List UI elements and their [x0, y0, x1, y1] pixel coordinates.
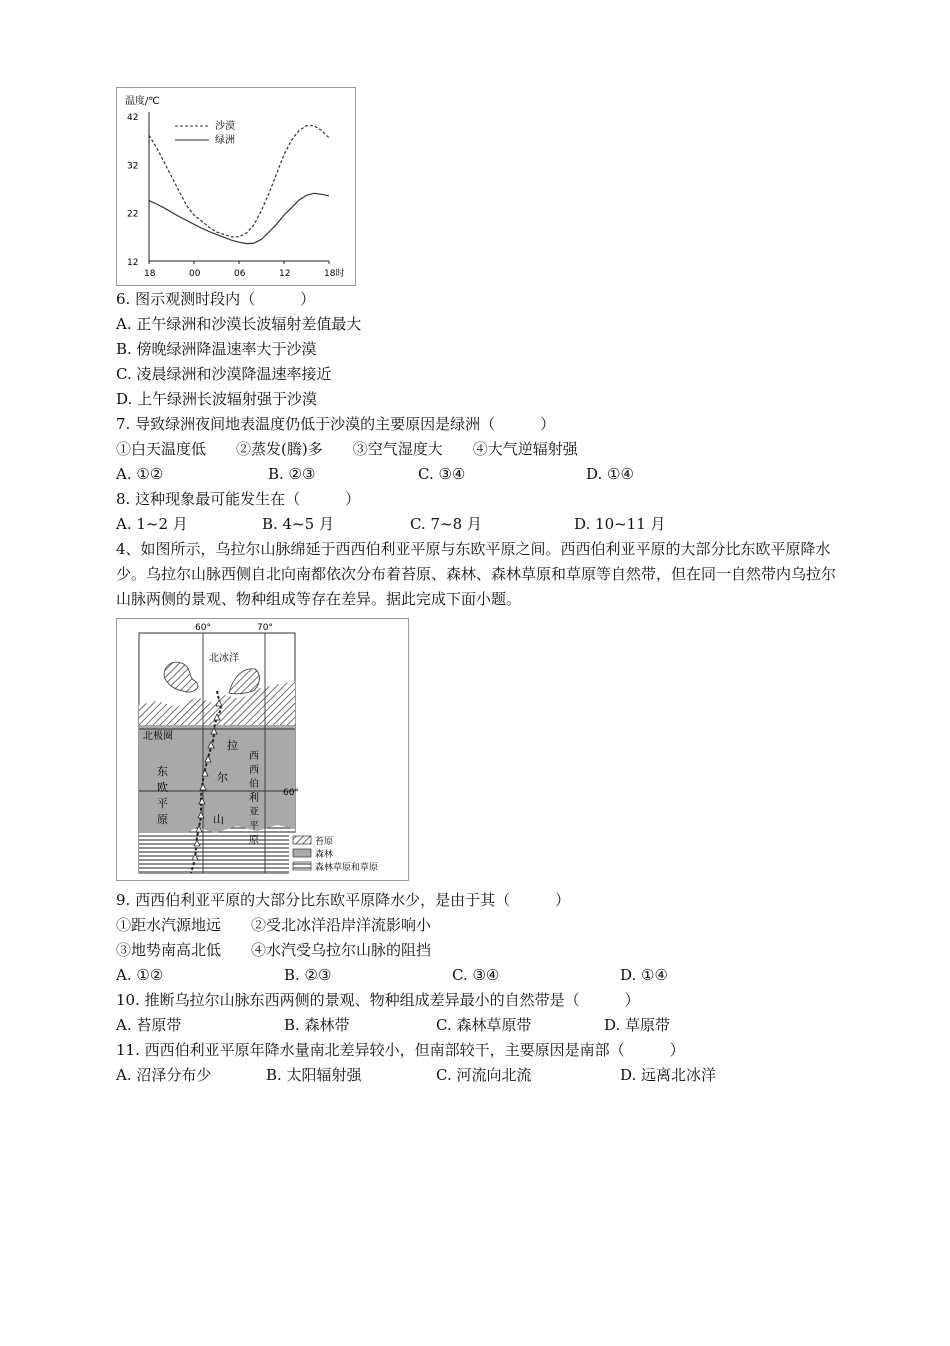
- q9-option-a: A. ①②: [116, 966, 164, 984]
- x-tick-label: 06: [234, 269, 246, 279]
- q11-option-d: D. 远离北冰洋: [620, 1066, 717, 1084]
- y-tick-label: 22: [127, 209, 139, 220]
- chart-ylabel: 温度/℃: [125, 96, 160, 107]
- x-tick-label: 18: [144, 269, 156, 279]
- q10-option-d: D. 草原带: [604, 1016, 671, 1034]
- q6-option-a: A. 正午绿洲和沙漠长波辐射差值最大: [116, 315, 362, 333]
- east-char-1: 东: [157, 765, 168, 778]
- legend-oasis-label: 绿洲: [215, 135, 235, 146]
- temperature-chart-svg: [117, 88, 355, 285]
- q11-stem: 11. 西西伯利亚平原年降水量南北差异较小，但南部较干，主要原因是南部（ ）: [116, 1041, 685, 1059]
- q9-items-1: ①距水汽源地远 ②受北冰洋沿岸洋流影响小: [116, 916, 432, 934]
- ural-map-svg: [117, 619, 408, 880]
- x-tick-label: 18时: [324, 269, 345, 279]
- q10-option-a: A. 苔原带: [116, 1016, 182, 1034]
- section4-intro: 4、如图所示，乌拉尔山脉绵延于西西伯利亚平原与东欧平原之间。西西伯利亚平原的大部分比东欧平原降水少。乌拉尔山脉西侧自北向南都依次分布着苔原、森林、森林草原和草原等自然带，但在同一自然带内乌拉尔山脉两侧的景观、物种组成等存在差异。据此完成下面小题。: [116, 540, 837, 608]
- q8-stem: 8. 这种现象最可能发生在（ ）: [116, 490, 361, 508]
- ural-char-2: 尔: [217, 771, 228, 784]
- y-tick-label: 32: [127, 161, 139, 172]
- ural-char-3: 山: [213, 813, 224, 826]
- q9-items-2: ③地势南高北低 ④水汽受乌拉尔山脉的阻挡: [116, 941, 432, 959]
- q6-option-b: B. 傍晚绿洲降温速率大于沙漠: [116, 340, 317, 358]
- ural-map: [116, 618, 409, 881]
- desert-series-line: [149, 126, 329, 237]
- east-char-4: 原: [157, 813, 168, 826]
- q6-stem: 6. 图示观测时段内（ ）: [116, 290, 316, 308]
- lat-label-60: 60°: [283, 788, 299, 798]
- legend-tundra-label: 苔原: [315, 837, 334, 847]
- q7-option-a: A. ①②: [116, 465, 164, 483]
- legend-tundra-swatch: [293, 836, 311, 844]
- q9-option-c: C. ③④: [452, 966, 500, 984]
- ocean-label: 北冰洋: [209, 653, 239, 664]
- lon-label-60: 60°: [195, 623, 211, 633]
- q8-option-a: A. 1~2 月: [116, 515, 188, 533]
- east-char-2: 欧: [157, 781, 168, 794]
- legend-forest-swatch: [293, 849, 311, 857]
- q9-option-d: D. ①④: [620, 966, 668, 984]
- legend-steppe-swatch: [293, 862, 311, 870]
- legend-desert-label: 沙漠: [215, 121, 235, 132]
- q11-option-b: B. 太阳辐射强: [266, 1066, 362, 1084]
- q8-option-d: D. 10~11 月: [574, 515, 666, 533]
- q9-option-b: B. ②③: [284, 966, 332, 984]
- legend-steppe-label: 森林草原和草原: [315, 863, 379, 873]
- q11-option-a: A. 沼泽分布少: [116, 1066, 212, 1084]
- ural-char-1: 拉: [227, 739, 238, 752]
- lon-label-70: 70°: [257, 623, 273, 633]
- west-char-1: 西: [249, 751, 259, 762]
- q8-option-b: B. 4~5 月: [262, 515, 334, 533]
- q10-option-c: C. 森林草原带: [436, 1016, 532, 1034]
- q6-option-c: C. 凌晨绿洲和沙漠降温速率接近: [116, 365, 332, 383]
- q9-stem: 9. 西西伯利亚平原的大部分比东欧平原降水少，是由于其（ ）: [116, 891, 571, 909]
- west-char-3: 伯: [249, 779, 259, 790]
- q10-stem: 10. 推断乌拉尔山脉东西两侧的景观、物种组成差异最小的自然带是（ ）: [116, 991, 640, 1009]
- x-tick-label: 12: [279, 269, 291, 279]
- q7-option-b: B. ②③: [268, 465, 316, 483]
- q7-option-c: C. ③④: [418, 465, 466, 483]
- y-tick-label: 42: [127, 113, 139, 123]
- arctic-circle-label: 北极圈: [143, 731, 173, 742]
- q10-option-b: B. 森林带: [284, 1016, 350, 1034]
- west-char-4: 利: [249, 793, 259, 804]
- q7-option-d: D. ①④: [586, 465, 634, 483]
- q7-stem: 7. 导致绿洲夜间地表温度仍低于沙漠的主要原因是绿洲（ ）: [116, 415, 556, 433]
- q6-option-d: D. 上午绿洲长波辐射强于沙漠: [116, 390, 318, 408]
- east-char-3: 平: [157, 797, 168, 810]
- west-char-6: 平: [249, 821, 259, 832]
- legend-forest-label: 森林: [315, 850, 334, 860]
- q7-items: ①白天温度低 ②蒸发(腾)多 ③空气湿度大 ④大气逆辐射强: [116, 440, 578, 458]
- q8-option-c: C. 7~8 月: [410, 515, 482, 533]
- west-char-7: 原: [249, 835, 259, 846]
- temperature-chart: [116, 87, 356, 286]
- x-tick-label: 00: [189, 269, 201, 279]
- oasis-series-line: [149, 193, 329, 243]
- west-char-5: 亚: [249, 807, 259, 818]
- west-char-2: 西: [249, 765, 259, 776]
- q11-option-c: C. 河流向北流: [436, 1066, 532, 1084]
- y-tick-label: 12: [127, 258, 139, 268]
